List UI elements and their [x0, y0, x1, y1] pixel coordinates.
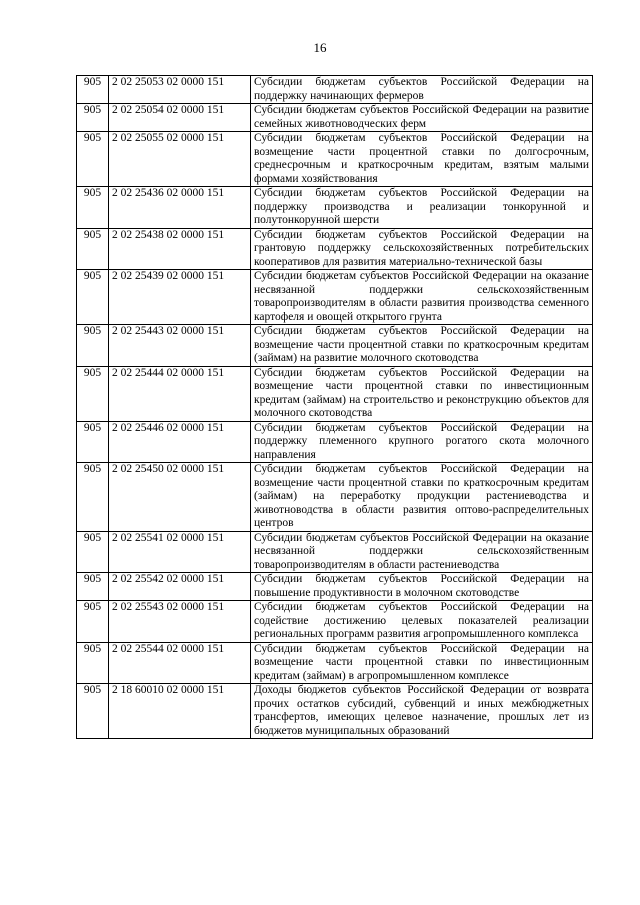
admin-code-cell: 905 [77, 421, 109, 463]
budget-code-cell: 2 02 25444 02 0000 151 [109, 366, 251, 421]
revenue-name-cell: Субсидии бюджетам субъектов Российской Федерации на возмещение части процентной ставки по долгосрочным, среднесрочным и краткосрочным кредитам, взятым малыми формами хозяйствования [251, 132, 593, 187]
budget-code-cell: 2 02 25446 02 0000 151 [109, 421, 251, 463]
revenue-name-cell: Субсидии бюджетам субъектов Российской Федерации на возмещение части процентной ставки по краткосрочным кредитам (займам) на развитие молочного скотоводства [251, 325, 593, 367]
table-row [77, 270, 593, 325]
revenue-name-cell: Субсидии бюджетам субъектов Российской Федерации на оказание несвязанной поддержки сельскохозяйственным товаропроизводителям в области растениеводства [251, 531, 593, 573]
revenue-name-cell: Субсидии бюджетам субъектов Российской Федерации на развитие семейных животноводческих ферм [251, 104, 593, 132]
table-row [77, 421, 593, 463]
budget-code-cell: 2 02 25544 02 0000 151 [109, 642, 251, 684]
admin-code-cell: 905 [77, 366, 109, 421]
revenue-name-cell: Субсидии бюджетам субъектов Российской Федерации на возмещение части процентной ставки по краткосрочным кредитам (займам) на переработку продукции растениеводства и животноводства в области развития оптово-распределительных центров [251, 463, 593, 532]
revenue-name-cell: Субсидии бюджетам субъектов Российской Федерации на поддержку начинающих фермеров [251, 76, 593, 104]
table-row [77, 187, 593, 229]
budget-code-cell: 2 18 60010 02 0000 151 [109, 684, 251, 739]
table-row [77, 531, 593, 573]
admin-code-cell: 905 [77, 325, 109, 367]
table-row [77, 76, 593, 104]
revenue-name-cell: Субсидии бюджетам субъектов Российской Федерации на содействие достижению целевых показателей реализации региональных программ развития агропромышленного комплекса [251, 601, 593, 643]
budget-code-cell: 2 02 25443 02 0000 151 [109, 325, 251, 367]
revenue-name-cell: Субсидии бюджетам субъектов Российской Федерации на поддержку производства и реализации тонкорунной и полутонкорунной шерсти [251, 187, 593, 229]
table-row [77, 104, 593, 132]
table-row [77, 366, 593, 421]
table-row [77, 463, 593, 532]
table-row [77, 601, 593, 643]
revenue-name-cell: Субсидии бюджетам субъектов Российской Федерации на оказание несвязанной поддержки сельскохозяйственным товаропроизводителям в области развития производства семенного картофеля и овощей открытого грунта [251, 270, 593, 325]
admin-code-cell: 905 [77, 684, 109, 739]
admin-code-cell: 905 [77, 601, 109, 643]
page-number: 16 [313, 40, 327, 55]
revenue-name-cell: Субсидии бюджетам субъектов Российской Федерации на грантовую поддержку сельскохозяйственных потребительских кооперативов для развития материально-технической базы [251, 228, 593, 270]
revenue-name-cell: Субсидии бюджетам субъектов Российской Федерации на возмещение части процентной ставки по инвестиционным кредитам (займам) на строительство и реконструкцию объектов для молочного скотоводства [251, 366, 593, 421]
budget-code-cell: 2 02 25055 02 0000 151 [109, 132, 251, 187]
budget-code-cell: 2 02 25541 02 0000 151 [109, 531, 251, 573]
table-row [77, 228, 593, 270]
table-row [77, 325, 593, 367]
budget-code-cell: 2 02 25543 02 0000 151 [109, 601, 251, 643]
budget-code-cell: 2 02 25436 02 0000 151 [109, 187, 251, 229]
admin-code-cell: 905 [77, 270, 109, 325]
admin-code-cell: 905 [77, 531, 109, 573]
table-row [77, 132, 593, 187]
admin-code-cell: 905 [77, 463, 109, 532]
budget-classification-table [76, 75, 593, 739]
admin-code-cell: 905 [77, 642, 109, 684]
admin-code-cell: 905 [77, 187, 109, 229]
budget-code-cell: 2 02 25542 02 0000 151 [109, 573, 251, 601]
revenue-name-cell: Субсидии бюджетам субъектов Российской Федерации на поддержку племенного крупного рогатого скота молочного направления [251, 421, 593, 463]
admin-code-cell: 905 [77, 132, 109, 187]
table-row [77, 573, 593, 601]
revenue-name-cell: Доходы бюджетов субъектов Российской Федерации от возврата прочих остатков субсидий, субвенций и иных межбюджетных трансфертов, имеющих целевое назначение, прошлых лет из бюджетов муниципальных образований [251, 684, 593, 739]
table-row [77, 642, 593, 684]
budget-code-cell: 2 02 25054 02 0000 151 [109, 104, 251, 132]
budget-code-cell: 2 02 25450 02 0000 151 [109, 463, 251, 532]
budget-code-cell: 2 02 25439 02 0000 151 [109, 270, 251, 325]
revenue-name-cell: Субсидии бюджетам субъектов Российской Федерации на повышение продуктивности в молочном скотоводстве [251, 573, 593, 601]
revenue-name-cell: Субсидии бюджетам субъектов Российской Федерации на возмещение части процентной ставки по инвестиционным кредитам (займам) в агропромышленном комплексе [251, 642, 593, 684]
budget-code-cell: 2 02 25053 02 0000 151 [109, 76, 251, 104]
budget-code-cell: 2 02 25438 02 0000 151 [109, 228, 251, 270]
admin-code-cell: 905 [77, 573, 109, 601]
admin-code-cell: 905 [77, 228, 109, 270]
admin-code-cell: 905 [77, 76, 109, 104]
table-row [77, 684, 593, 739]
admin-code-cell: 905 [77, 104, 109, 132]
